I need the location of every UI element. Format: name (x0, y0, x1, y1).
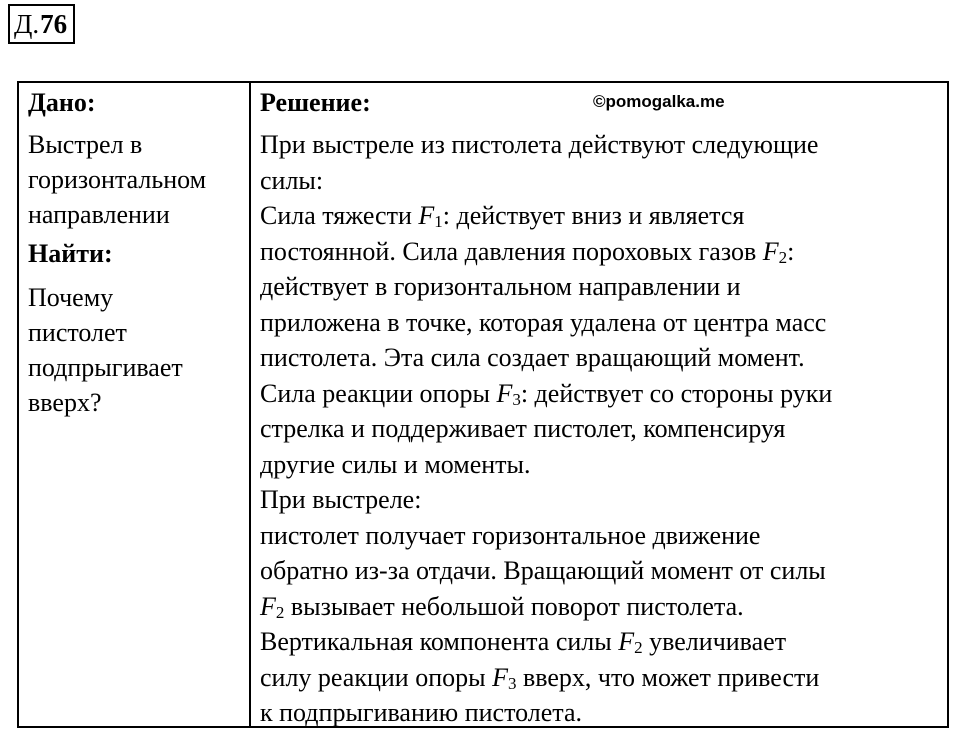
solution-line: приложена в точке, которая удалена от центра масс (260, 307, 827, 337)
task-prefix: Д. (14, 9, 40, 39)
solution-line: пистолета. Эта сила создает вращающий момент. (260, 343, 805, 372)
solution-line: к подпрыгиванию пистолета. (260, 698, 582, 727)
watermark: ©pomogalka.me (593, 92, 725, 111)
solution-column (251, 83, 947, 726)
task-number: 76 (40, 9, 68, 39)
find-line: вверх? (28, 388, 102, 417)
given-column (19, 83, 251, 726)
find-line: подпрыгивает (28, 353, 183, 382)
solution-heading: Решение: (260, 88, 371, 117)
force-variable: $F_2$ (260, 591, 285, 622)
solution-line: силу реакции опоры $F_3$ вверх, что может привести (260, 662, 820, 693)
force-variable: $F_2$ (618, 627, 643, 657)
solution-line: Вертикальная компонента силы $F_2$ увеличивает (260, 627, 787, 657)
given-heading: Дано: (28, 88, 96, 117)
find-heading: Найти: (28, 239, 113, 268)
force-variable: $F_2$ (762, 236, 788, 267)
solution-text (260, 127, 947, 731)
solution-line: Сила реакции опоры $F_3$: действует со стороны руки (260, 378, 833, 409)
given-line: направлении (28, 200, 170, 229)
solution-line: обратно из-за отдачи. Вращающий момент от силы (260, 556, 826, 585)
solution-line: При выстреле: (260, 485, 422, 514)
force-variable: $F_1$ (418, 201, 443, 231)
given-line: Выстрел в (28, 130, 143, 159)
solution-line: другие силы и моменты. (260, 449, 531, 479)
solution-line: $F_2$ вызывает небольшой поворот пистолета. (260, 591, 744, 622)
solution-line: Сила тяжести $F_1$: действует вниз и является (260, 201, 745, 231)
solution-line: стрелка и поддерживает пистолет, компенсируя (260, 414, 786, 443)
find-line: пистолет (28, 318, 127, 347)
given-line: горизонтальном (28, 165, 207, 194)
task-table (17, 81, 949, 728)
solution-line: силы: (260, 165, 324, 195)
find-text (28, 280, 249, 420)
given-text (28, 127, 249, 232)
force-variable: $F_3$ (492, 662, 517, 693)
solution-line: пистолет получает горизонтальное движение (260, 520, 761, 550)
find-line: Почему (28, 283, 114, 312)
force-variable: $F_3$ (496, 378, 521, 409)
task-number-box (8, 4, 75, 44)
solution-line: При выстреле из пистолета действуют следующие (260, 130, 819, 159)
solution-line: действует в горизонтальном направлении и (260, 272, 741, 301)
solution-line: постоянной. Сила давления пороховых газов $F_2$: (260, 236, 795, 267)
